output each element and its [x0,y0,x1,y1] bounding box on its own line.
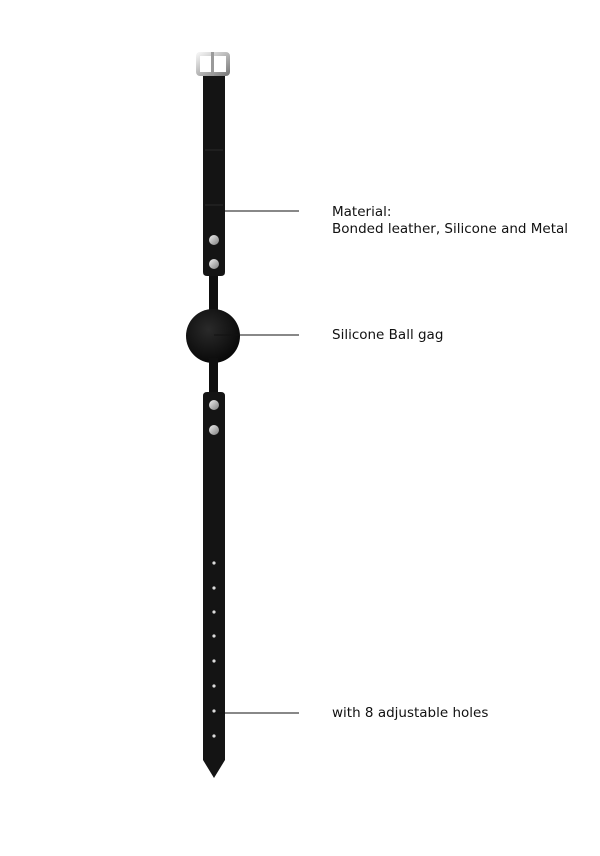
rivet [209,235,219,245]
silicone-ball [186,309,240,363]
rivet [209,400,219,410]
lower-connector [209,358,218,396]
strap-hole [212,734,215,737]
material-value: Bonded leather, Silicone and Metal [332,221,569,237]
strap-hole [212,709,215,712]
material-title: Material: [332,204,392,220]
strap-hole [212,610,215,613]
upper-strap [203,76,225,276]
strap-hole [212,561,215,564]
material-annotation [332,204,568,238]
ball-annotation: Silicone Ball gag [332,327,444,343]
holes-annotation: with 8 adjustable holes [332,705,489,721]
strap-hole [212,586,215,589]
rivet [209,425,219,435]
strap-hole [212,684,215,687]
strap-hole [212,659,215,662]
lower-strap [203,392,225,778]
rivet [209,259,219,269]
strap-hole [212,634,215,637]
